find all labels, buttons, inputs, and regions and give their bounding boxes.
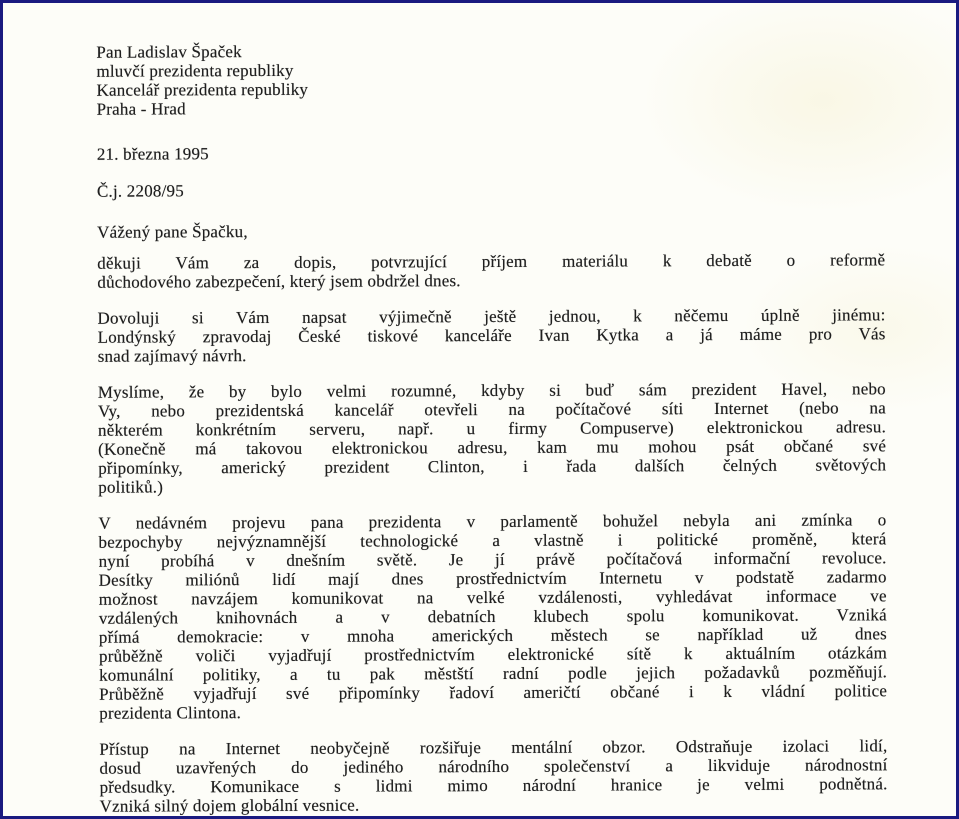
paragraph	[97, 305, 885, 365]
paragraph-line: některém konkrétním serveru, např. u firmy Compuserve) elektronickou adresu.	[97, 417, 887, 440]
paragraph-line: komunální politiky, a tu pak městští radní podle jejich požadavků pozměňují.	[99, 662, 888, 685]
paragraph	[98, 379, 886, 496]
recipient-name: Pan Ladislav Špaček	[96, 42, 242, 62]
paragraph-line: nyní probíhá v dnešním světě. Je jí právě počítačová informační revoluce.	[98, 548, 887, 571]
paragraph-line: vzdálených knihovnách a v debatních klubech spolu komunikovat. Vzniká	[98, 605, 887, 628]
paragraph-line: možnost navzájem komunikovat na velké vzdálenosti, vyhledávat informace ve	[98, 586, 887, 609]
paragraph-line: předsudky. Komunikace s lidmi mimo národní hranice je velmi podnětná.	[99, 774, 888, 797]
paragraph	[97, 250, 885, 291]
paragraph-line: průběžně voliči vyjadřují prostřednictvím elektronické sítě k aktuálním otázkám	[98, 643, 888, 666]
recipient-title: mluvčí prezidenta republiky	[96, 60, 294, 81]
paragraph-line: (Konečně má takovou elektronickou adresu, kam mu mohou psát občané své	[98, 436, 887, 459]
recipient-office: Kancelář prezidenta republiky	[96, 79, 309, 100]
paragraph	[99, 736, 887, 815]
paragraph-line: prezidenta Clintona.	[99, 703, 242, 723]
paragraph-line: snad zajímavý návrh.	[97, 346, 247, 366]
salutation: Vážený pane Špačku,	[97, 222, 248, 242]
paragraph-line: Vy, nebo prezidentská kancelář otevřeli na počítačové síti Internet (nebo na	[97, 398, 886, 421]
paragraph-line: přímá demokracie: v mnoha amerických městech se například už dnes	[98, 624, 887, 647]
paragraph-line: Londýnský zpravodaj České tiskové kanceláře Ivan Kytka a já máme pro Vás	[97, 324, 886, 347]
paragraph-line: Dovoluji si Vám napsat výjimečně ještě jednou, k něčemu úplně jinému:	[97, 305, 886, 328]
paragraph-line: V nedávném projevu pana prezidenta v parlamentě bohužel nebyla ani zmínka o	[98, 510, 887, 533]
recipient-block	[96, 39, 884, 118]
paragraph-line: děkuji Vám za dopis, potvrzující příjem materiálu k debatě o reformě	[97, 250, 886, 273]
paragraph-line: dosud uzavřených do jediného národního společenství a likviduje národnostní	[99, 755, 888, 778]
paragraph-line: Průběžně vyjadřují své připomínky řadoví američtí občané i k vládní politice	[99, 681, 888, 704]
paragraph-line: Myslíme, že by bylo velmi rozumné, kdyby si buď sám prezident Havel, nebo	[97, 379, 886, 402]
paragraph-line: Desítky miliónů lidí mají dnes prostřednictvím Internetu v podstatě zadarmo	[98, 567, 887, 590]
reference-number: Č.j. 2208/95	[96, 181, 184, 201]
paragraph-line: bezpochyby nejvýznamnější technologické a vlastně i politické proměně, která	[98, 529, 887, 552]
letter-date: 21. března 1995	[96, 144, 209, 164]
letter-content	[96, 39, 887, 815]
paragraph-line: důchodového zabezpečení, který jsem obdržel dnes.	[97, 271, 461, 292]
recipient-city: Praha - Hrad	[96, 99, 186, 119]
paragraph-line: připomínky, americký prezident Clinton, i řada dalších čelných světových	[98, 455, 887, 478]
paragraph-line: Přístup na Internet neobyčejně rozšiřuje mentální obzor. Odstraňuje izolaci lidí,	[99, 736, 888, 759]
paragraph-line: politiků.)	[98, 477, 164, 497]
paragraph	[98, 510, 887, 722]
paragraph-line: Vzniká silný dojem globální vesnice.	[99, 795, 360, 816]
letter-paragraphs	[97, 250, 887, 815]
